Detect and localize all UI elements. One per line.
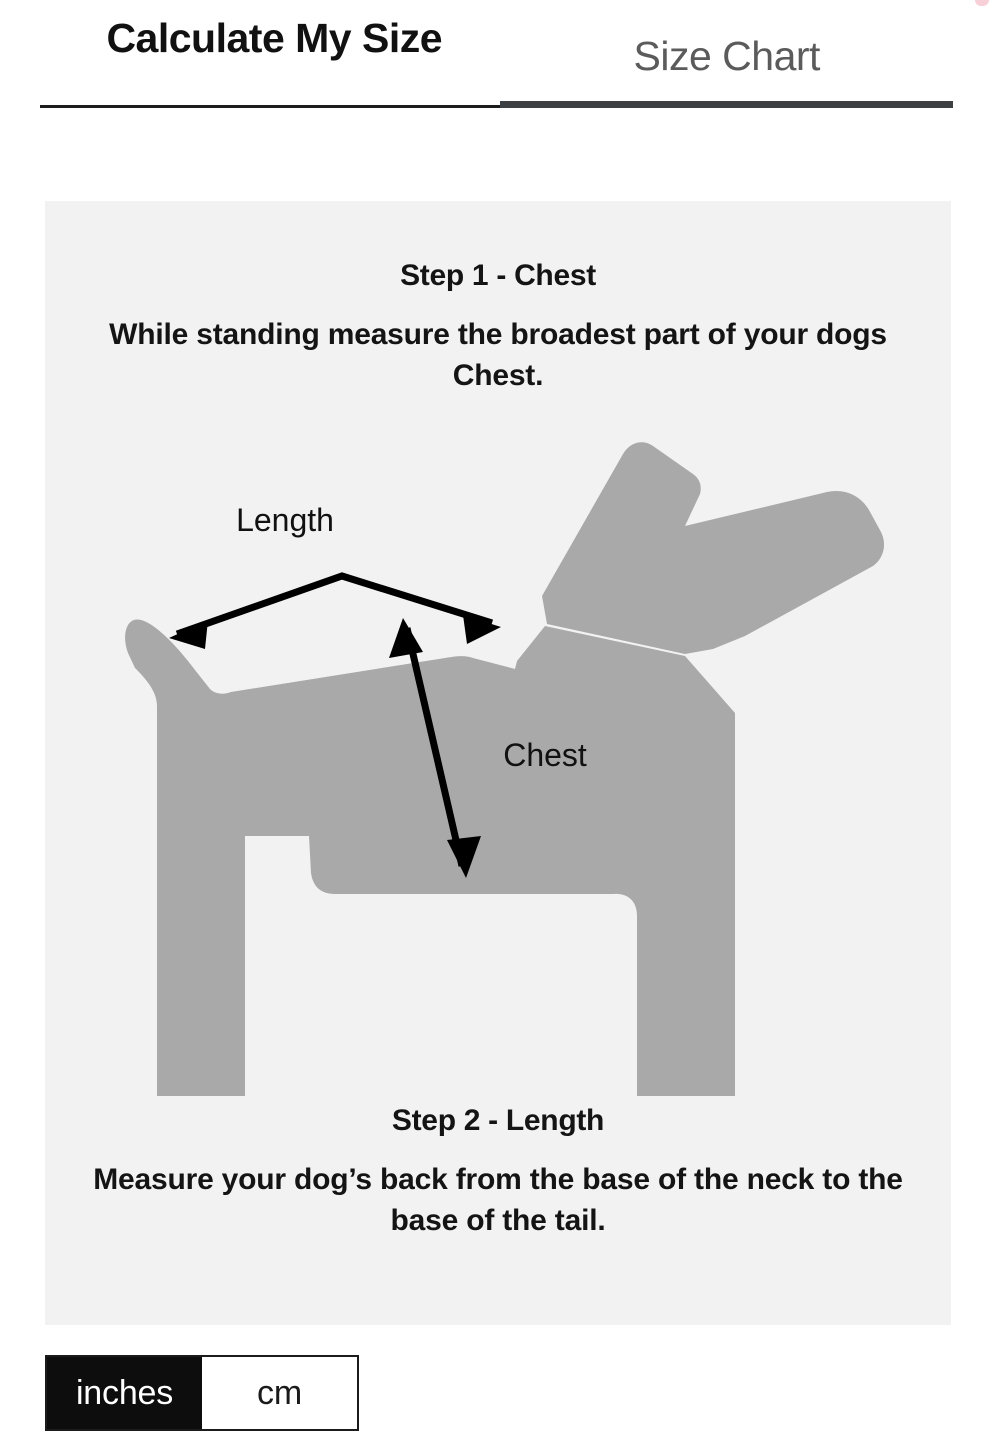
step-1-title: Step 1 - Chest — [400, 259, 596, 292]
dog-measurement-illustration — [45, 406, 951, 1096]
tab-size-chart[interactable] — [500, 14, 953, 108]
unit-toggle[interactable] — [45, 1355, 359, 1431]
length-label: Length — [236, 502, 334, 538]
chest-label: Chest — [503, 737, 587, 773]
step-2-description: Measure your dog’s back from the base of the neck to the base of the tail. — [93, 1163, 903, 1237]
tab-calculate-my-size[interactable]: Calculate My Size — [40, 14, 500, 108]
length-arrowhead-left — [169, 620, 208, 649]
dog-diagram-svg — [45, 406, 951, 1096]
step-2-title: Step 2 - Length — [391, 1104, 605, 1137]
tab-size-chart-label: Size Chart — [633, 33, 820, 79]
measurement-instructions-card — [45, 201, 951, 1325]
tab-bar — [0, 0, 995, 108]
chest-arrowhead-top — [389, 618, 423, 658]
length-arrow — [177, 576, 492, 634]
unit-inches-button[interactable]: inches — [47, 1357, 202, 1429]
unit-cm-button[interactable]: cm — [202, 1357, 357, 1429]
step-1-description: While standing measure the broadest part of your dogs Chest. — [109, 318, 887, 392]
